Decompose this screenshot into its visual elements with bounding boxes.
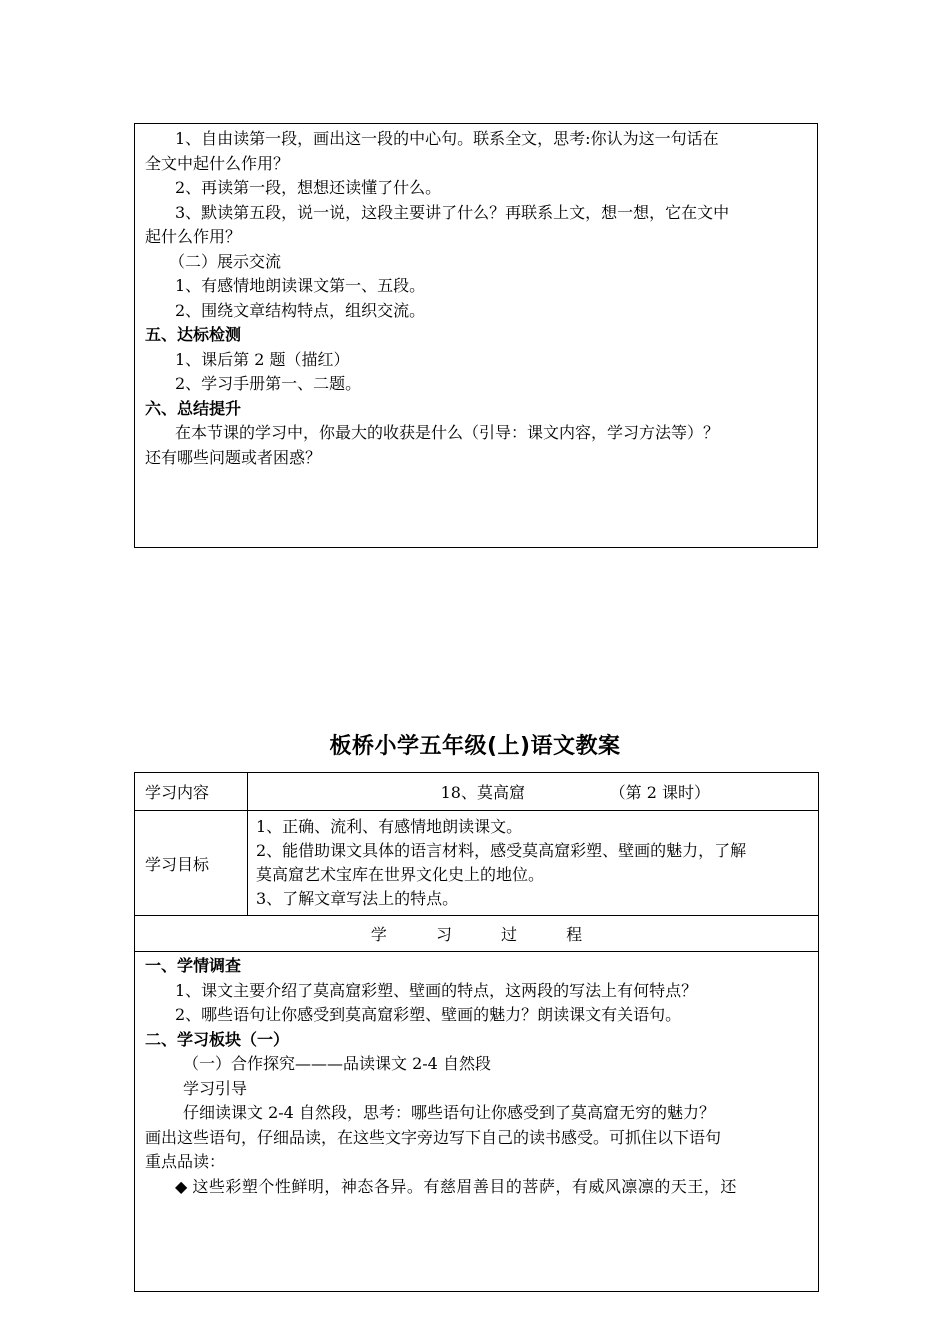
- content-cell: [248, 773, 819, 811]
- text-line: 在本节课的学习中，你最大的收获是什么（引导：课文内容，学习方法等）？: [175, 423, 720, 442]
- section-heading-6: 六、总结提升: [145, 398, 242, 418]
- section-heading-5: 五、达标检测: [145, 325, 242, 344]
- process-header: [135, 916, 819, 952]
- goals-label: 学习目标: [135, 811, 248, 916]
- content-value: 18、莫高窟: [440, 783, 525, 802]
- text-line: 1、自由读第一段，画出这一段的中心句。联系全文，思考:你认为这一句话在: [175, 129, 719, 148]
- section-heading-2: 二、学习板块（一）: [145, 1029, 290, 1049]
- text-line: 2、围绕文章结构特点，组织交流。: [175, 300, 426, 320]
- text-line: 还有哪些问题或者困惑？: [145, 447, 322, 467]
- goal-item: 2、能借助课文具体的语言材料，感受莫高窟彩塑、壁画的魅力，了解: [256, 841, 747, 860]
- content-row: [135, 773, 819, 811]
- list-item: 2、学习手册第一、二题。: [175, 374, 362, 393]
- text-line: 画出这些语句，仔细品读，在这些文字旁边写下自己的读书感受。可抓住以下语句: [145, 1127, 722, 1147]
- lesson-plan-table: [134, 772, 819, 1292]
- process-label: 学 习 过 程: [370, 925, 605, 944]
- diamond-bullet-icon: ◆: [175, 1176, 188, 1196]
- goal-item: 3、了解文章写法上的特点。: [256, 889, 459, 908]
- goal-item: 莫高窟艺术宝库在世界文化史上的地位。: [256, 865, 545, 884]
- text-line: 1、有感情地朗读课文第一、五段。: [175, 276, 426, 295]
- text-line: 3、默读第五段，说一说，这段主要讲了什么？再联系上文，想一想，它在文中: [175, 202, 730, 222]
- text-line: 仔细读课文 2-4 自然段，思考：哪些语句让你感受到了莫高窟无穷的魅力？: [183, 1103, 715, 1122]
- list-item: 1、课文主要介绍了莫高窟彩塑、壁画的特点，这两段的写法上有何特点？: [175, 980, 698, 1000]
- goals-row: [135, 811, 819, 916]
- process-header-row: [135, 916, 819, 952]
- guide-label: 学习引导: [183, 1078, 248, 1098]
- text-line: 起什么作用？: [145, 227, 242, 246]
- page-title: 板桥小学五年级(上)语文教案: [329, 734, 621, 759]
- text-line: 重点品读：: [145, 1152, 226, 1171]
- quote-line: [145, 1175, 810, 1200]
- content-label: 学习内容: [135, 773, 248, 811]
- text-line: 2、再读第一段，想想还读懂了什么。: [175, 178, 442, 197]
- subsection-heading: （一）合作探究———品读课文 2-4 自然段: [183, 1054, 491, 1073]
- list-item: 1、课后第 2 题（描红）: [175, 349, 350, 369]
- text-line: 全文中起什么作用？: [145, 153, 290, 173]
- list-item: 2、哪些语句让你感受到莫高窟彩塑、壁画的魅力？朗读课文有关语句。: [175, 1005, 682, 1024]
- section-heading-1: 一、学情调查: [145, 956, 242, 975]
- quote-text: 这些彩塑个性鲜明，神态各异。有慈眉善目的菩萨，有威风凛凛的天王，还: [192, 1176, 737, 1196]
- lesson-period: （第 2 课时）: [609, 783, 710, 802]
- goals-cell: [248, 811, 819, 916]
- goal-item: 1、正确、流利、有感情地朗读课文。: [256, 817, 523, 836]
- subsection-heading: （二）展示交流: [169, 251, 282, 271]
- process-content-row: [135, 952, 819, 1292]
- process-content: [135, 952, 819, 1292]
- lesson-plan-continuation-box: [134, 123, 818, 548]
